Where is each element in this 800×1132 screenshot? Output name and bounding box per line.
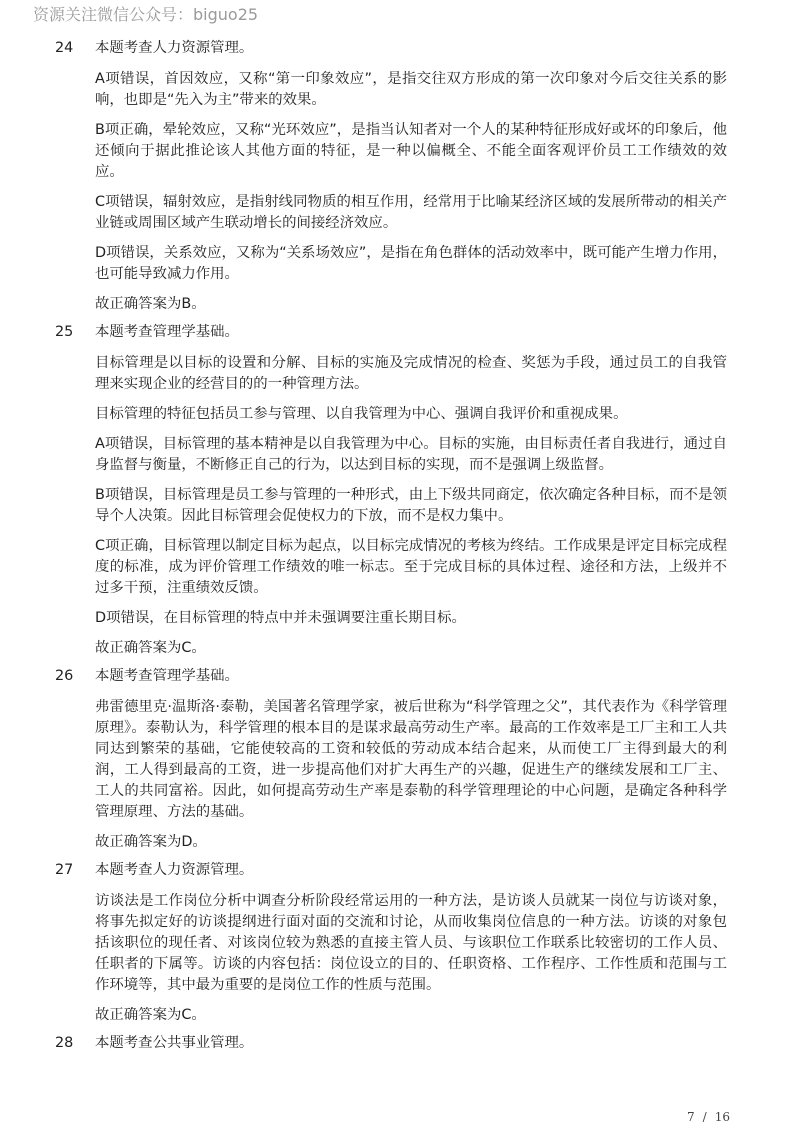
current-page: 7 [687, 1110, 695, 1124]
explanation-paragraph: 目标管理的特征包括员工参与管理、以自我管理为中心、强调自我评价和重视成果。 [95, 406, 628, 422]
question-topic: 本题考查管理学基础。 [95, 324, 239, 340]
correct-answer: 故正确答案为D。 [95, 834, 207, 850]
question-number: 25 [55, 324, 74, 340]
answer-item-header [55, 322, 735, 343]
question-topic: 本题考查人力资源管理。 [95, 862, 254, 878]
explanation-paragraph: 访谈法是工作岗位分析中调查分析阶段经常运用的一种方法，是访谈人员就某一岗位与访谈对象，将事先拟定好的访谈提纲进行面对面的交流和讨论，从而收集岗位信息的一种方法。访谈的对象包括该职位的现任者、对该岗位较为熟悉的直接主管人员、与该职位工作联系比较密切的工作人员、任职者的下属等。访谈的内容包括：岗位设立的目的、任职资格、工作程序、工作性质和范围与工作环境等，其中最为重要的是岗位工作的性质与范围。 [95, 893, 727, 993]
explanation-paragraph: C项错误，辐射效应，是指射线同物质的相互作用，经常用于比喻某经济区域的发展所带动的相关产业链或周围区域产生联动增长的间接经济效应。 [95, 194, 727, 231]
answer-item-header [55, 1033, 735, 1054]
explanation-paragraph: B项错误，目标管理是员工参与管理的一种形式，由上下级共同商定，依次确定各种目标，而不是领导个人决策。因此目标管理会促使权力的下放，而不是权力集中。 [95, 487, 727, 524]
explanation-paragraph: B项正确，晕轮效应，又称“光环效应”，是指当认知者对一个人的某种特征形成好或坏的印象后，他还倾向于据此推论该人其他方面的特征，是一种以偏概全、不能全面客观评价员工工作绩效的效应。 [95, 122, 727, 180]
explanation-paragraph: A项错误，首因效应，又称“第一印象效应”，是指交往双方形成的第一次印象对今后交往关系的影响，也即是“先入为主”带来的效果。 [95, 71, 727, 108]
answer-item [55, 1033, 735, 1054]
explanation-paragraph: 目标管理是以目标的设置和分解、目标的实施及完成情况的检查、奖惩为手段，通过员工的自我管理来实现企业的经营目的的一种管理方法。 [95, 355, 727, 392]
answer-list [55, 38, 735, 1062]
correct-answer: 故正确答案为B。 [95, 296, 206, 312]
answer-item-header [55, 666, 735, 687]
answer-item [55, 860, 735, 1026]
correct-answer: 故正确答案为C。 [95, 1007, 206, 1023]
page-indicator [687, 1108, 730, 1126]
question-topic: 本题考查人力资源管理。 [95, 40, 254, 56]
answer-item-header [55, 38, 735, 59]
question-topic: 本题考查管理学基础。 [95, 668, 239, 684]
answer-item [55, 38, 735, 315]
answer-item-header [55, 860, 735, 881]
explanation-paragraph: D项错误，关系效应，又称为“关系场效应”，是指在角色群体的活动效率中，既可能产生增力作用，也可能导致减力作用。 [95, 245, 727, 282]
watermark-text: 资源关注微信公众号：biguo25 [33, 5, 259, 24]
question-number: 27 [55, 862, 74, 878]
page-separator: / [702, 1110, 707, 1124]
question-number: 28 [55, 1035, 74, 1051]
explanation-paragraph: D项错误，在目标管理的特点中并未强调要注重长期目标。 [95, 610, 466, 626]
total-pages: 16 [714, 1110, 730, 1124]
question-number: 26 [55, 668, 74, 684]
correct-answer: 故正确答案为C。 [95, 640, 206, 656]
answer-item [55, 322, 735, 659]
question-topic: 本题考查公共事业管理。 [95, 1035, 254, 1051]
answer-item [55, 666, 735, 853]
question-number: 24 [55, 40, 74, 56]
explanation-paragraph: 弗雷德里克·温斯洛·泰勒，美国著名管理学家，被后世称为“科学管理之父”，其代表作为《科学管理原理》。泰勒认为，科学管理的根本目的是谋求最高劳动生产率。最高的工作效率是工厂主和工人共同达到繁荣的基础，它能使较高的工资和较低的劳动成本结合起来，从而使工厂主得到最大的利润，工人得到最高的工资，进一步提高他们对扩大再生产的兴趣，促进生产的继续发展和工厂主、工人的共同富裕。因此，如何提高劳动生产率是泰勒的科学管理理论的中心问题，是确定各种科学管理原理、方法的基础。 [95, 699, 727, 820]
explanation-paragraph: C项正确，目标管理以制定目标为起点，以目标完成情况的考核为终结。工作成果是评定目标完成程度的标准，成为评价管理工作绩效的唯一标志。至于完成目标的具体过程、途径和方法，上级并不过多干预，注重绩效反馈。 [95, 538, 727, 596]
explanation-paragraph: A项错误，目标管理的基本精神是以自我管理为中心。目标的实施，由目标责任者自我进行，通过自身监督与衡量，不断修正自己的行为，以达到目标的实现，而不是强调上级监督。 [95, 436, 727, 473]
